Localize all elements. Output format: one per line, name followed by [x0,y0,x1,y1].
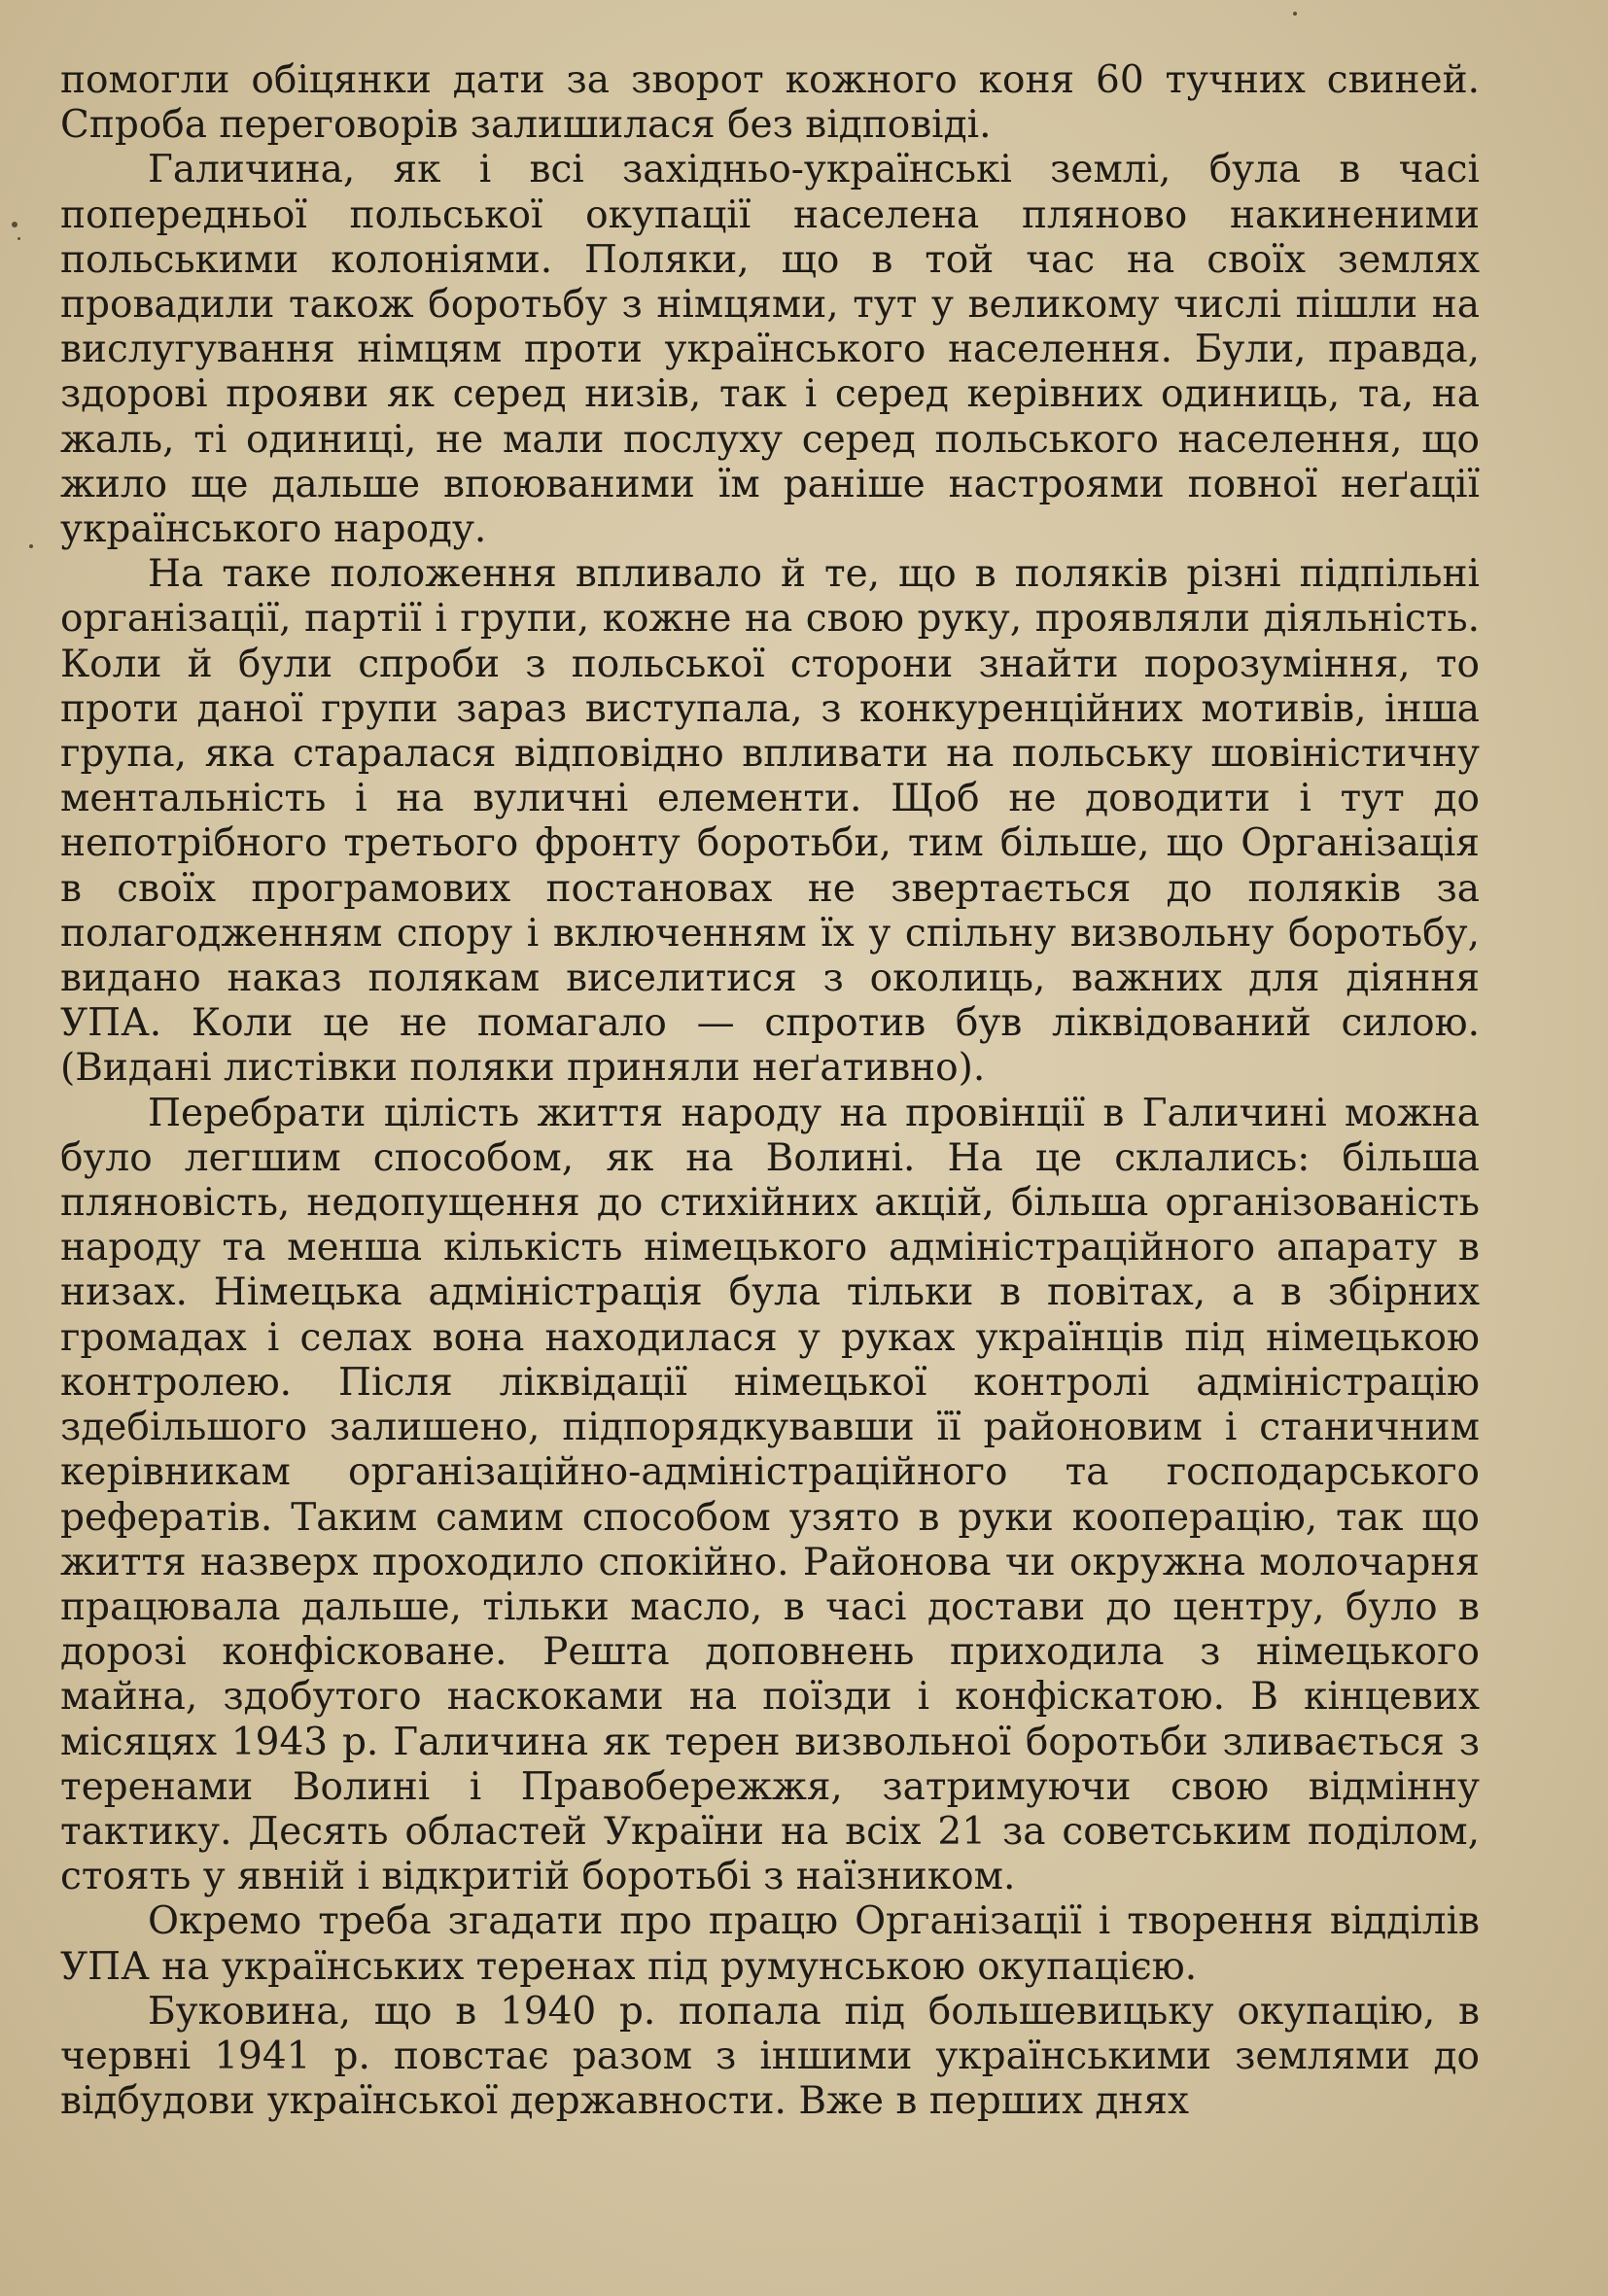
paragraph-5: Окремо треба згадати про працю Організації і творення відділів УПА на українських теренах під румунською окупацією. [60,1899,1480,1989]
paper-speck [17,237,20,240]
paper-speck [29,544,33,548]
page-text [60,58,1480,2124]
paragraph-6: Буковина, що в 1940 р. попала під большевицьку окупацію, в червні 1941 р. повстає разом з іншими українськими землями до відбудови української державности. Вже в перших днях [60,1989,1480,2124]
paragraph-4: Перебрати цілість життя народу на провінції в Галичині можна було легшим способом, як на Волині. На це склались: більша пляновість, недопущення до стихійних акцій, більша організованість народу та менша кількість німецького адміністраційного апарату в низах. Німецька адміністрація була тільки в повітах, а в збірних громадах і селах вона находилася у руках українців під німецькою контролею. Після ліквідації німецької контролі адміністрацію здебільшого залишено, підпорядкувавши її районовим і станичним керівникам організаційно-адміністраційного та господарського рефератів. Таким самим способом узято в руки кооперацію, так що життя назверх проходило спокійно. Районова чи окружна молочарня працювала дальше, тільки масло, в часі достави до центру, було в дорозі конфісковане. Решта доповнень приходила з німецького майна, здобутого наскоками на поїзди і конфіскатою. В кінцевих місяцях 1943 р. Галичина як терен визвольної боротьби зливається з теренами Волині і Правобережжя, затримуючи свою відмінну тактику. Десять областей України на всіх 21 за советським поділом, стоять у явній і відкритій боротьбі з наїзником. [60,1091,1480,1899]
paper-speck [1293,12,1297,16]
paragraph-2: Галичина, як і всі західньо-українські землі, була в часі попередньої польської окупації населена пляново накиненими польськими колоніями. Поляки, що в той час на своїх землях провадили також боротьбу з німцями, тут у великому числі пішли на вислугування німцям проти українського населення. Були, правда, здорові прояви як серед низів, так і серед керівних одиниць, та, на жаль, ті одиниці, не мали послуху серед польського населення, що жило ще дальше впоюваними їм раніше настроями повної неґації українського народу. [60,148,1480,552]
paper-speck [12,222,17,227]
paragraph-3: На таке положення впливало й те, що в поляків різні підпільні організації, партії і групи, кожне на свою руку, проявляли діяльність. Коли й були спроби з польської сторони знайти порозуміння, то проти даної групи зараз виступала, з конкуренційних мотивів, інша група, яка старалася відповідно впливати на польську шовіністичну ментальність і на вуличні елементи. Щоб не доводити і тут до непотрібного третього фронту боротьби, тим більше, що Організація в своїх програмових постановах не звертається до поляків за полагодженням спору і включенням їх у спільну визвольну боротьбу, видано наказ полякам виселитися з околиць, важних для діяння УПА. Коли це не помагало — спротив був ліквідований силою. (Видані листівки поляки приняли неґативно). [60,552,1480,1091]
paragraph-1: помогли обіцянки дати за зворот кожного коня 60 тучних свиней. Спроба переговорів залишилася без відповіді. [60,58,1480,148]
